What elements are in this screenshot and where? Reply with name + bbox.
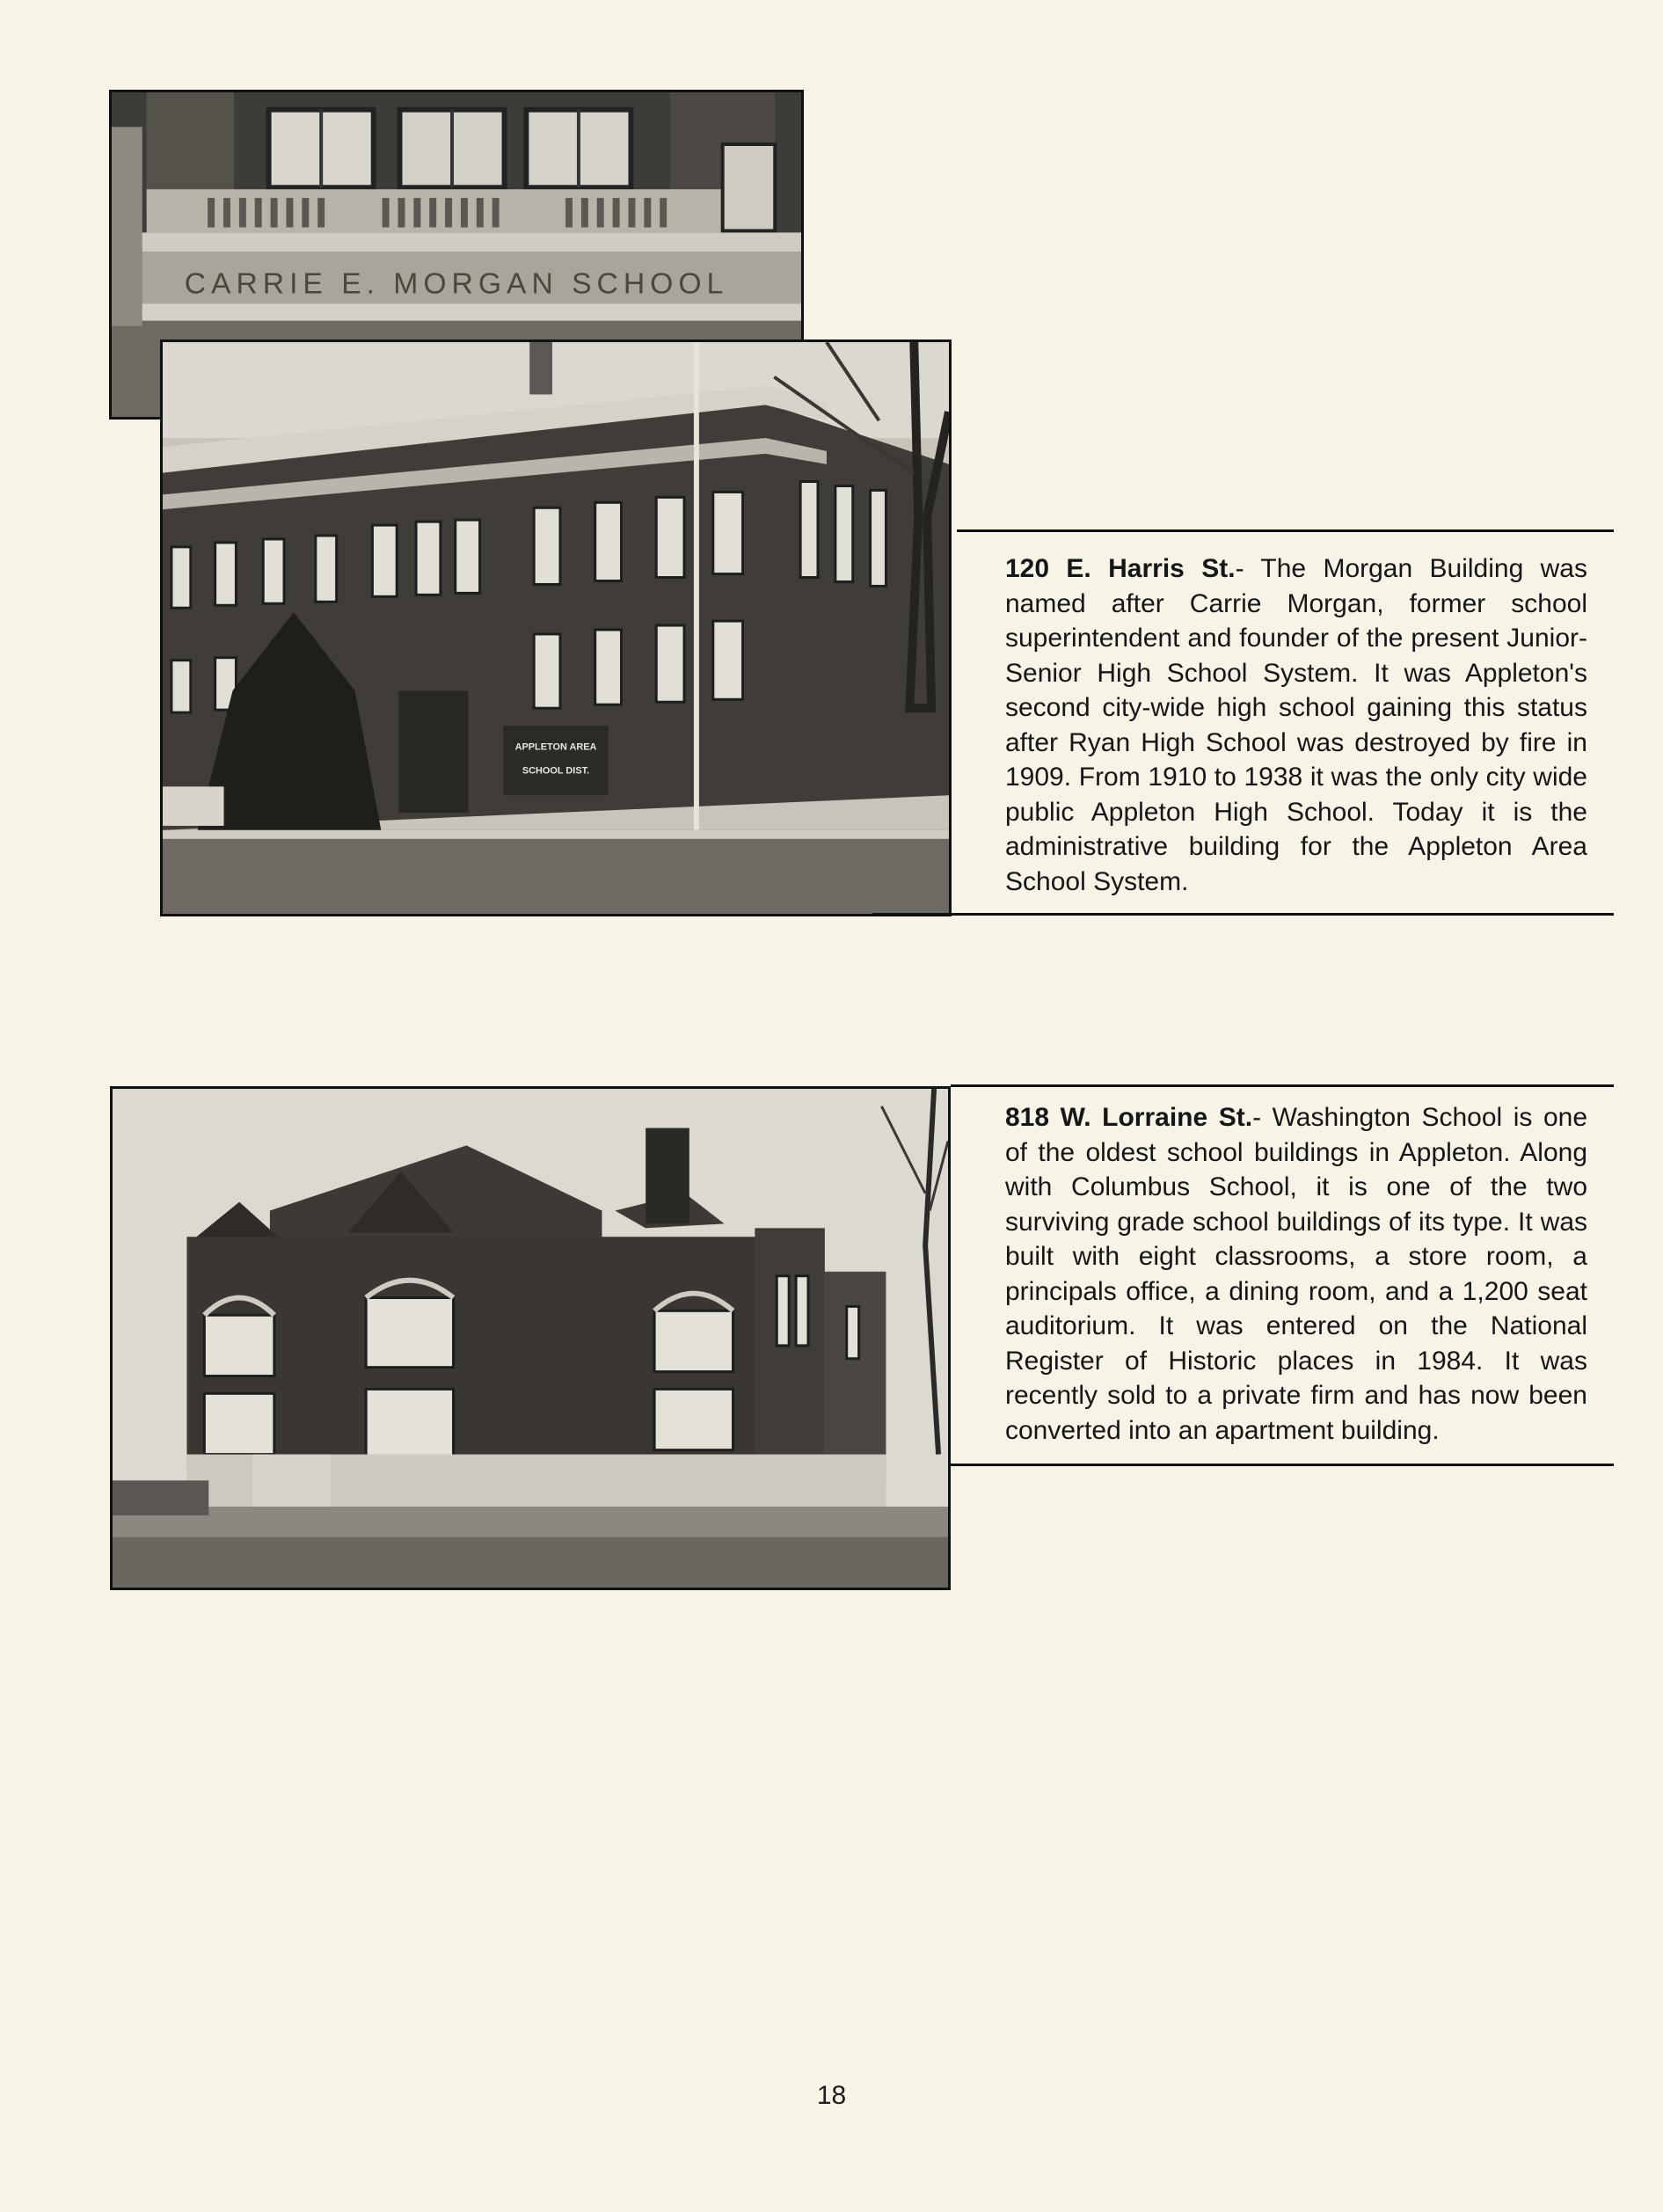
washington-school-photo <box>110 1086 951 1590</box>
caption-1-text: The Morgan Building was named after Carrie Morgan, former school superintendent and founder of the present Junior-Senior High School System. It was Appleton's second city-wide high school gaining this status after Ryan High School was destroyed by fire in 1909. From 1910 to 1938 it was the only city wide public Appleton High School. Today it is the administrative building for the Appleton Area School System. <box>1005 554 1587 896</box>
caption-lorraine-st <box>1005 1100 1587 1448</box>
caption-harris-st <box>1005 551 1587 899</box>
caption-1-address: 120 E. Harris St. <box>1005 554 1236 583</box>
caption-2-address: 818 W. Lorraine St. <box>1005 1103 1253 1132</box>
caption-2-separator: - <box>1252 1103 1273 1132</box>
washington-school-image <box>113 1089 948 1588</box>
caption-1-top-rule <box>957 529 1614 532</box>
morgan-sign-line2: SCHOOL DIST. <box>522 765 590 777</box>
caption-2-bottom-rule <box>951 1464 1614 1466</box>
morgan-building-image <box>163 342 949 914</box>
morgan-building-photo <box>160 339 952 916</box>
caption-2-top-rule <box>951 1084 1614 1087</box>
facade-sign-text: CARRIE E. MORGAN SCHOOL <box>184 267 729 301</box>
caption-1-bottom-rule <box>872 913 1614 916</box>
morgan-sign-line1: APPLETON AREA <box>514 741 597 753</box>
page-number: 18 <box>816 2081 847 2110</box>
caption-1-separator: - <box>1235 554 1261 583</box>
caption-2-text: Washington School is one of the oldest school buildings in Appleton. Along with Columbus School, it is one of the two surviving grade school buildings of its type. It was built with eight classrooms, a store room, a principals office, a dining room, and a 1,200 seat auditorium. It was entered on the National Register of Historic places in 1984. It was recently sold to a private firm and has now been converted into an apartment building. <box>1005 1103 1588 1445</box>
